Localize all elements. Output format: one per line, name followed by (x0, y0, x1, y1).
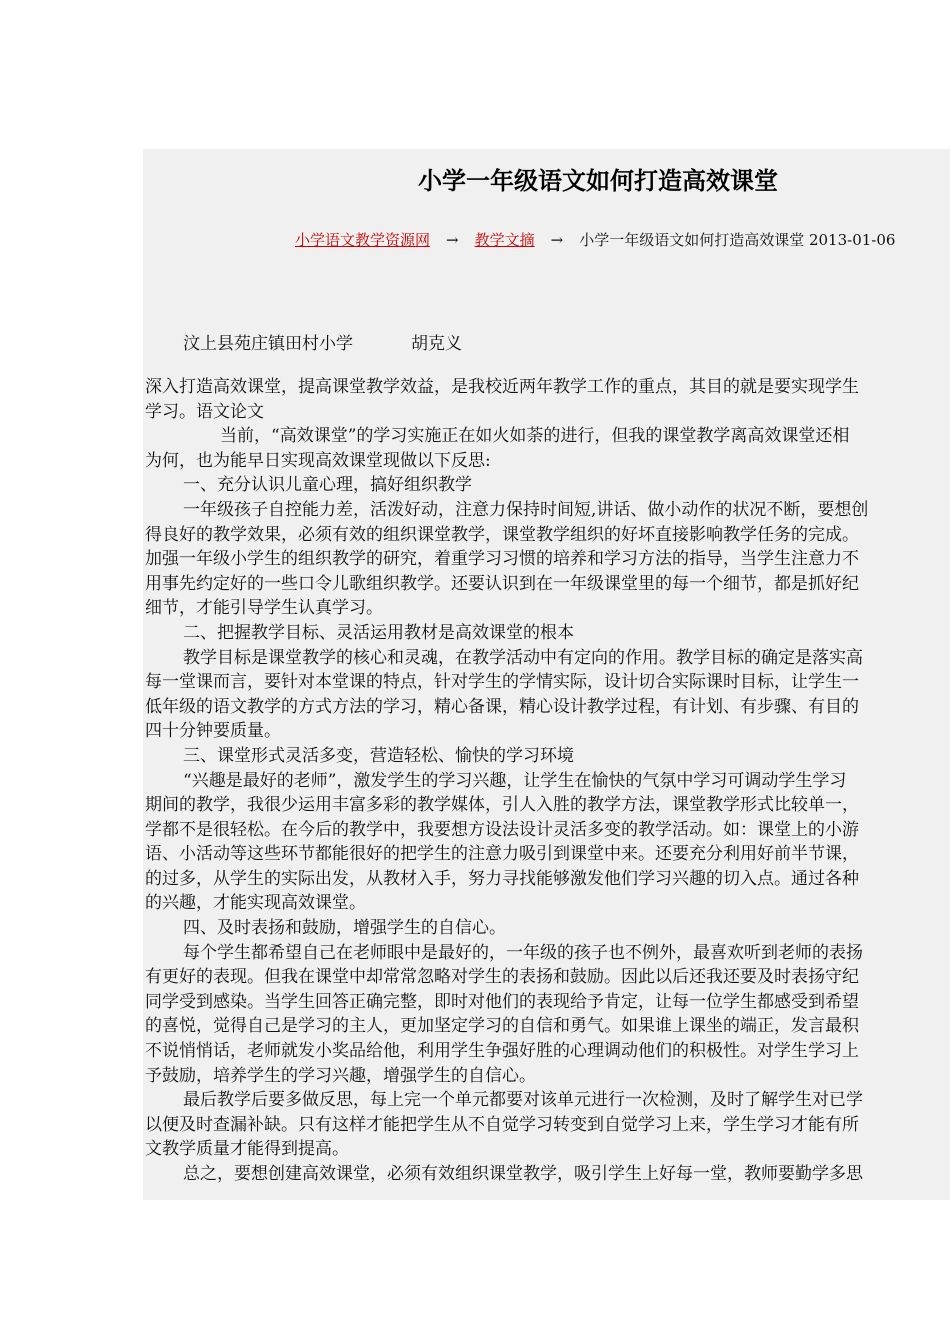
article-line: 四、及时表扬和鼓励，增强学生的自信心。 (183, 918, 506, 939)
author-name: 胡克义 (411, 334, 462, 354)
article-line: 文教学质量才能得到提高。 (145, 1139, 349, 1160)
breadcrumb-link-home[interactable]: 小学语文教学资源网 (295, 231, 431, 249)
article-line: 细节，才能引导学生认真学习。 (145, 598, 383, 619)
article-line: 期间的教学，我很少运用丰富多彩的教学媒体，引人入胜的教学方法，课堂教学形式比较单一， (145, 795, 859, 816)
article-line: 的兴趣，才能实现高效课堂。 (145, 893, 366, 914)
article-line: 每个学生都希望自己在老师眼中是最好的，一年级的孩子也不例外，最喜欢听到老师的表扬 (183, 942, 863, 963)
author-school: 汶上县苑庄镇田村小学 (183, 334, 353, 354)
article-line: 有更好的表现。但我在课堂中却常常忽略对学生的表扬和鼓励。因此以后还我还要及时表扬守纪 (145, 967, 859, 988)
article-line: 一、充分认识儿童心理，搞好组织教学 (183, 475, 472, 496)
article-line: 加强一年级小学生的组织教学的研究，着重学习习惯的培养和学习方法的指导，当学生注意力不 (145, 549, 859, 570)
article-line: 的喜悦，觉得自己是学习的主人，更加坚定学习的自信和勇气。如果谁上课坐的端正，发言最积 (145, 1016, 859, 1037)
article-line: 不说悄悄话，老师就发小奖品给他，利用学生争强好胜的心理调动他们的积极性。对学生学习上 (145, 1041, 859, 1062)
article-line: 三、课堂形式灵活多变，营造轻松、愉快的学习环境 (183, 745, 574, 766)
article-line: 用事先约定好的一些口令儿歌组织教学。还要认识到在一年级课堂里的每一个细节，都是抓好纪 (145, 573, 859, 594)
breadcrumb-arrow-icon: → (446, 231, 459, 249)
article-line: 总之，要想创建高效课堂，必须有效组织课堂教学，吸引学生上好每一堂，教师要勤学多思 (183, 1164, 863, 1184)
article-line: 低年级的语文教学的方式方法的学习，精心备课，精心设计教学过程，有计划、有步骤、有目的 (145, 696, 859, 717)
breadcrumb (295, 229, 950, 251)
breadcrumb-arrow-icon: → (550, 231, 564, 249)
breadcrumb-current: 小学一年级语文如何打造高效课堂 2013-01-06 (579, 231, 896, 249)
article-line: “兴趣是最好的老师”，激发学生的学习兴趣，让学生在愉快的气氛中学习可调动学生学习 (183, 770, 847, 791)
article-line: 深入打造高效课堂，提高课堂教学效益，是我校近两年教学工作的重点，其目的就是要实现学生 (145, 377, 859, 397)
author-line (183, 329, 462, 354)
article-line: 学都不是很轻松。在今后的教学中，我要想方设法设计灵活多变的教学活动。如：课堂上的小游 (145, 819, 859, 840)
article-line: 二、把握教学目标、灵活运用教材是高效课堂的根本 (183, 622, 574, 643)
page-title: 小学一年级语文如何打造高效课堂 (418, 167, 778, 195)
article-line: 同学受到感染。当学生回答正确完整，即时对他们的表现给予肯定，让每一位学生都感受到希望 (145, 991, 859, 1012)
article-body (145, 375, 950, 1187)
article-line: 为何，也为能早日实现高效课堂现做以下反思: (145, 450, 491, 471)
article-line: 最后教学后要多做反思，每上完一个单元都要对该单元进行一次检测，及时了解学生对已学 (183, 1090, 863, 1111)
article-line: 一年级孩子自控能力差，活泼好动，注意力保持时间短,讲话、做小动作的状况不断，要想创 (183, 499, 869, 520)
article-line: 以便及时查漏补缺。只有这样才能把学生从不自觉学习转变到自觉学习上来，学生学习才能有所 (145, 1114, 859, 1135)
article-line: 每一堂课而言，要针对本堂课的特点，针对学生的学情实际，设计切合实际课时目标，让学生一 (145, 672, 859, 693)
breadcrumb-link-category[interactable]: 教学文摘 (474, 231, 535, 249)
article-line: 语、小活动等这些环节都能很好的把学生的注意力吸引到课堂中来。还要充分利用好前半节课， (145, 844, 859, 865)
article-panel (143, 149, 950, 1200)
article-line: 的过多，从学生的实际出发，从教材入手，努力寻找能够激发他们学习兴趣的切入点。通过各种 (145, 868, 859, 889)
article-line: 当前，“高效课堂”的学习实施正在如火如荼的进行，但我的课堂教学离高效课堂还相 (220, 426, 850, 447)
article-line: 教学目标是课堂教学的核心和灵魂，在教学活动中有定向的作用。教学目标的确定是落实高 (183, 647, 863, 668)
article-line: 予鼓励，培养学生的学习兴趣，增强学生的自信心。 (145, 1065, 536, 1086)
article-line: 学习。语文论文 (145, 401, 264, 422)
article-line: 四十分钟要质量。 (145, 721, 281, 742)
article-line: 得良好的教学效果，必须有效的组织课堂教学，课堂教学组织的好坏直接影响教学任务的完成。 (145, 524, 859, 545)
